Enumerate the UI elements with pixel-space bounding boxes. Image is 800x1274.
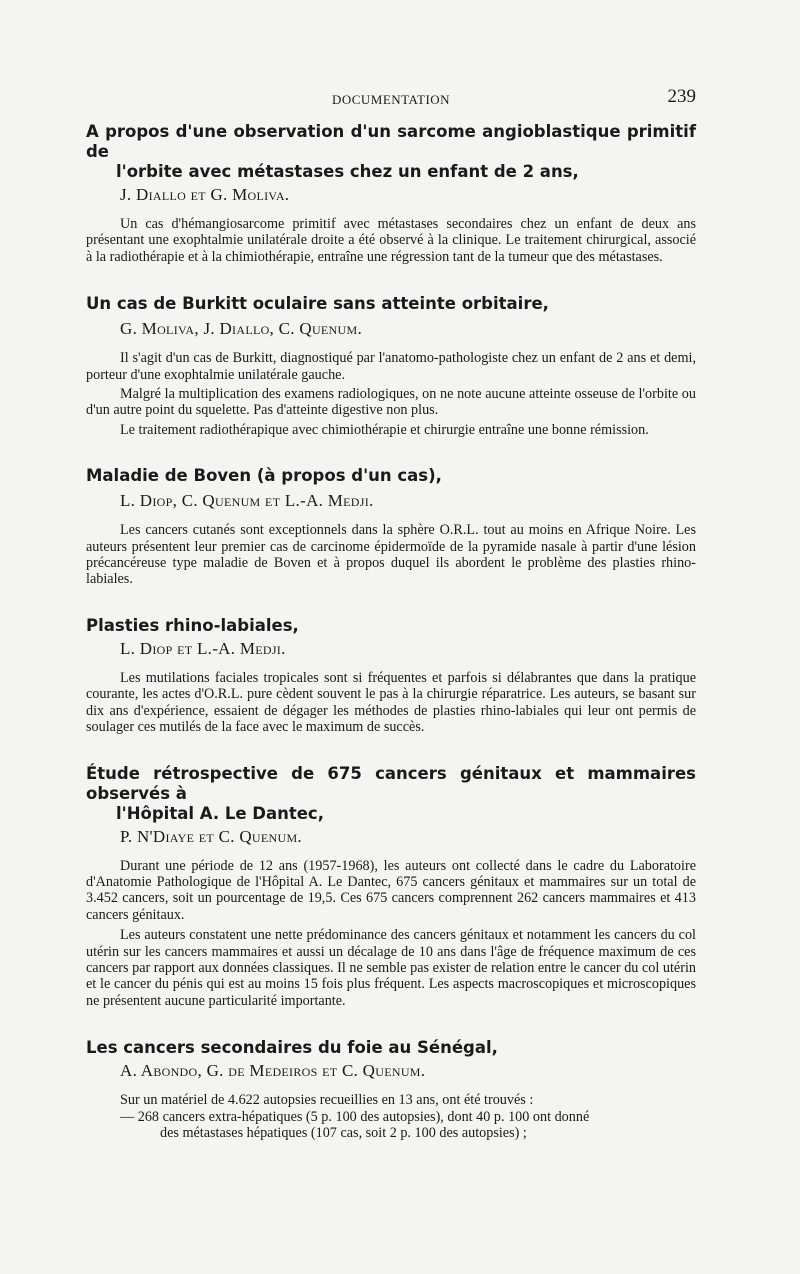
article-authors: G. Moliva, J. Diallo, C. Quenum. [120, 319, 363, 339]
article-authors: L. Diop et L.-A. Medji. [120, 638, 286, 658]
article-title [86, 122, 696, 182]
article-burkitt [86, 294, 696, 438]
list-item-text: — 268 cancers extra-hépatiques (5 p. 100 des autopsies), dont 40 p. 100 ont donné [120, 1108, 590, 1125]
document-page [86, 86, 696, 1141]
title-line: l'orbite avec métastases chez un enfant de 2 ans, [116, 162, 579, 181]
article-title: Un cas de Burkitt oculaire sans atteinte orbitaire, [86, 294, 549, 314]
article-boven [86, 466, 696, 588]
page-number: 239 [667, 86, 696, 107]
paragraph: Malgré la multiplication des examens radiologiques, on ne note aucune atteinte osseuse de l'orbite ou d'un autre point du squelette. Pas d'atteinte digestive non plus. [86, 386, 696, 419]
article-title: Plasties rhino-labiales, [86, 615, 299, 635]
article-plasties [86, 616, 696, 736]
article-authors: P. N'Diaye et C. Quenum. [120, 826, 302, 846]
article-title [86, 764, 696, 824]
paragraph: Les cancers cutanés sont exceptionnels dans la sphère O.R.L. tout au moins en Afrique Noire. Les auteurs présentent leur premier cas de carcinome épidermoïde de la pyramide nasale à partir d'une lésion précancéreuse type maladie de Boven et à propos duquel ils abordent le problème des plasties rhino-labiales. [86, 522, 696, 588]
page-header [86, 86, 696, 112]
findings-list [86, 1109, 696, 1142]
running-head: DOCUMENTATION [331, 92, 451, 107]
article-authors: J. Diallo et G. Moliva. [120, 185, 290, 204]
article-title: Maladie de Boven (à propos d'un cas), [86, 466, 442, 486]
paragraph: Les auteurs constatent une nette prédominance des cancers génitaux et notamment les cancers du col utérin sur les cancers mammaires et aussi un décalage de 10 ans dans l'âge de fréquence maximum de ces cancers par rapport aux données classiques. Il ne semble pas exister de relation entre le cancer du col utérin et le cancer du pénis qui est au moins 15 fois plus fréquent. Les aspects macroscopiques et microscopiques ne présentent aucune particularité importante. [86, 927, 696, 1009]
title-line: l'Hôpital A. Le Dantec, [116, 803, 324, 823]
article-cancers-foie [86, 1038, 696, 1141]
article-title: Les cancers secondaires du foie au Sénégal, [86, 1038, 498, 1058]
paragraph: Le traitement radiothérapique avec chimiothérapie et chirurgie entraîne une bonne rémission. [120, 421, 649, 438]
paragraph: Il s'agit d'un cas de Burkitt, diagnostiqué par l'anatomo-pathologiste chez un enfant de 2 ans et demi, porteur d'une exophtalmie unilatérale gauche. [86, 350, 696, 383]
paragraph: Sur un matériel de 4.622 autopsies recueillies en 13 ans, ont été trouvés : [120, 1092, 534, 1109]
article-sarcome [86, 122, 696, 265]
article-etude-retrospective [86, 764, 696, 1010]
article-authors: A. Abondo, G. de Medeiros et C. Quenum. [120, 1061, 426, 1081]
paragraph: Les mutilations faciales tropicales sont si fréquentes et parfois si délabrantes que dans la pratique courante, les actes d'O.R.L. pure cèdent souvent le pas à la chirurgie réparatrice. Les auteurs, se basant sur dix ans d'expérience, essaient de dégager les méthodes de plasties rhino-labiales qui leur ont permis de soulager ces mutilés de la face avec le maximum de succès. [86, 669, 696, 736]
paragraph: Un cas d'hémangiosarcome primitif avec métastases secondaires chez un enfant de deux ans présentant une exophtalmie unilatérale droite a été observé à la clinique. Le traitement chirurgical, associé à la radiothérapie et à la chimiothérapie, entraîne une régression tant de la tumeur que des métastases. [86, 216, 696, 265]
list-item [120, 1109, 696, 1142]
title-line: Étude rétrospective de 675 cancers génitaux et mammaires observés à [86, 763, 696, 803]
article-authors: L. Diop, C. Quenum et L.-A. Medji. [120, 491, 374, 511]
list-item-text: des métastases hépatiques (107 cas, soit 2 p. 100 des autopsies) ; [160, 1124, 527, 1141]
title-line: A propos d'une observation d'un sarcome angioblastique primitif de [86, 122, 696, 161]
paragraph: Durant une période de 12 ans (1957-1968), les auteurs ont collecté dans le cadre du Laboratoire d'Anatomie Pathologique de l'Hôpital A. Le Dantec, 675 cancers génitaux et mammaires sur un total de 3.452 cancers, soit un pourcentage de 19,5. Ces 675 cancers comprennent 262 cancers mammaires et 413 cancers génitaux. [86, 857, 696, 923]
